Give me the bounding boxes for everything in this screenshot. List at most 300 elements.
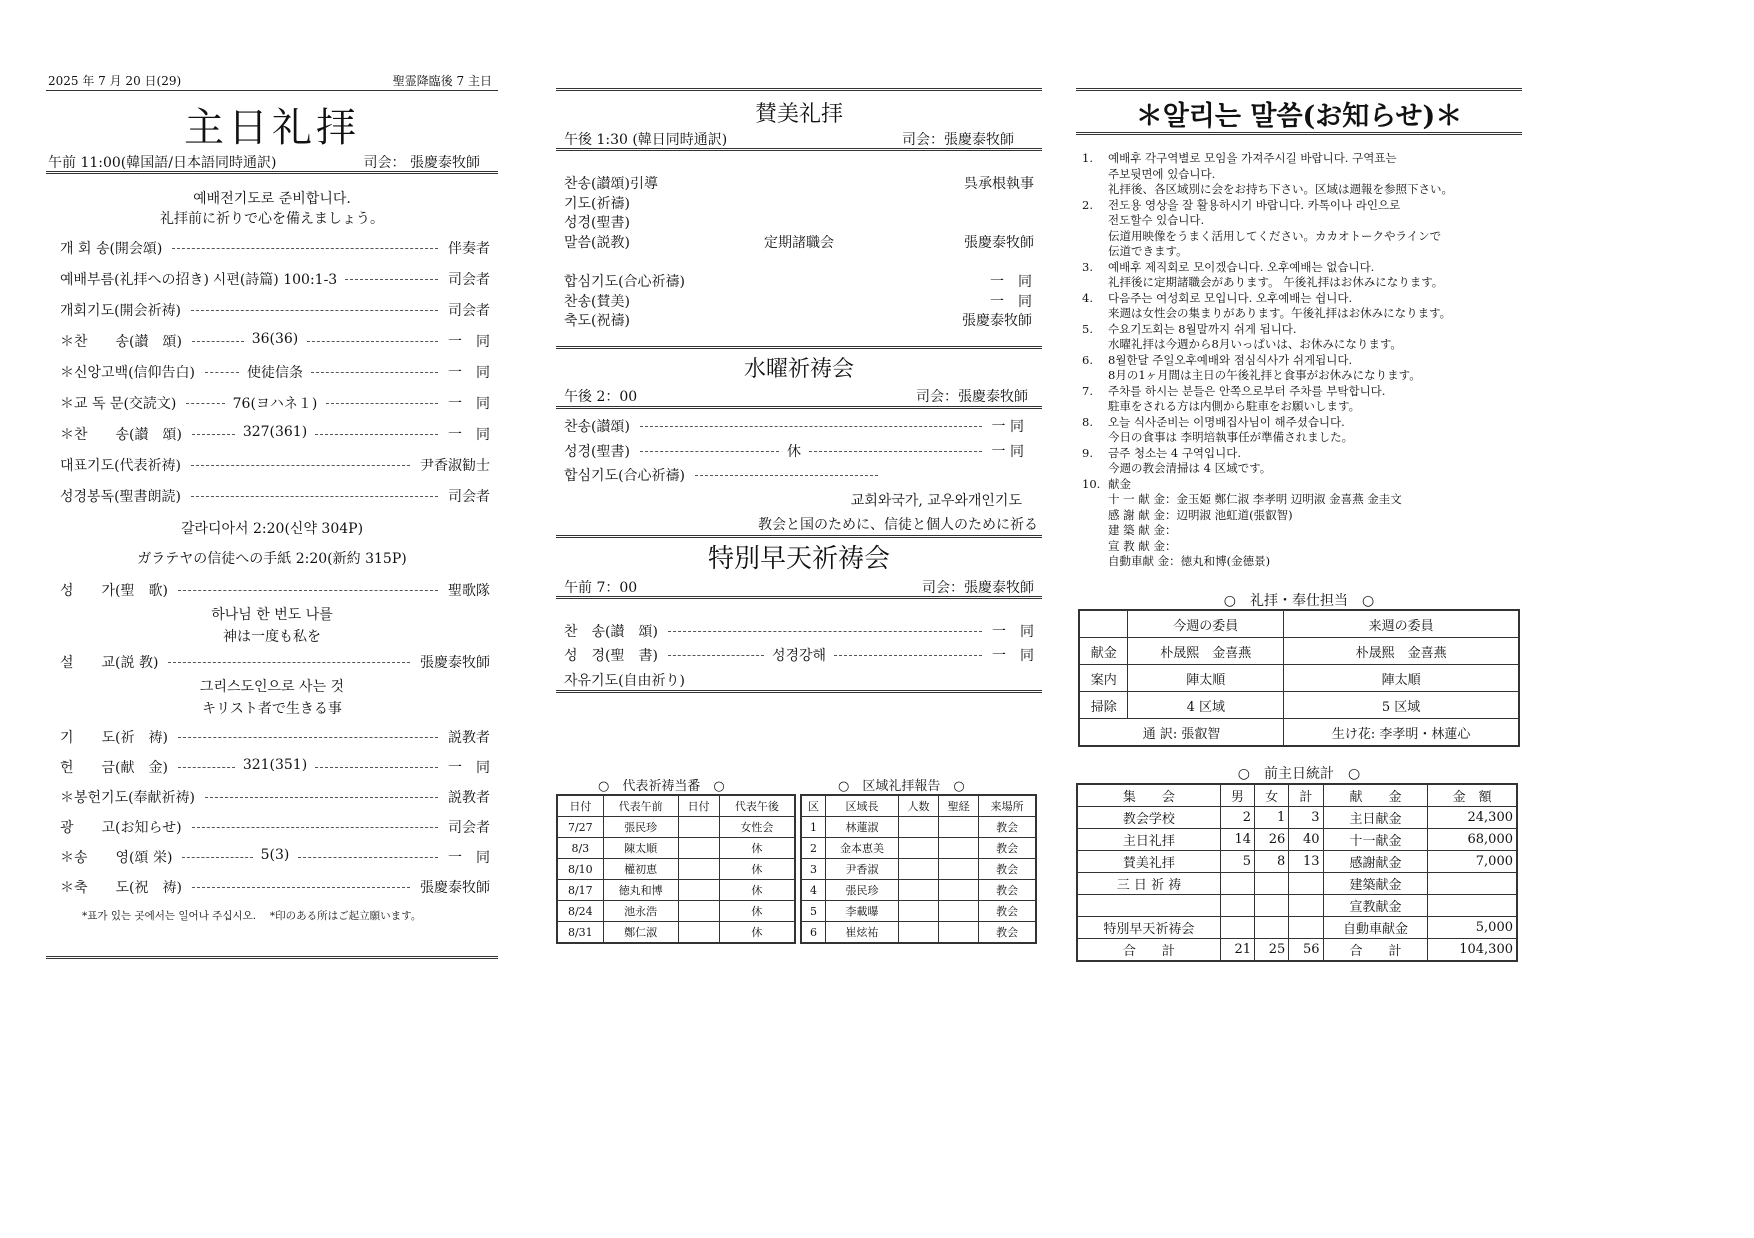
announcement-line [1082,477,1453,493]
announcement-line: 感 謝 献 金：辺明淑 池虹道(張叡智) [1108,507,1293,522]
order-item-detail: 休 [787,441,801,461]
order-row [60,424,490,444]
table-row [1077,829,1517,851]
scripture-ja: ガラテヤの信徒への手紙 2:20(新約 315P) [137,551,407,567]
order-row [564,441,1024,461]
announcement-line: 駐車をされる方は内側から駐車をお願いします。 [1108,399,1361,413]
area-report-table [800,794,1037,944]
table-cell: 1 [1255,807,1289,829]
order-item-person: 伴奏者 [448,241,490,257]
praise-presider: 司会：張慶泰牧師 [902,132,1014,148]
announcement-line: 建 築 献 金： [1108,523,1177,537]
table-cell: 合 計 [1323,939,1428,962]
table-cell: 掃除 [1079,692,1128,719]
table-cell: 教会 [979,880,1036,901]
order-row [564,173,1034,193]
order-item-person: 司会者 [448,489,490,505]
table-row [1077,873,1517,895]
table-cell: 3 [801,859,826,880]
order-item-label: 기도(祈禱) [564,195,630,212]
table-cell: 献金 [1079,638,1128,665]
table-row [801,922,1036,944]
order-item-label: ＊송 영(頌 栄) [60,850,173,866]
order-item-label: 찬송(賛美) [564,293,630,310]
bulletin-date: 2025 年 7 月 20 日(29) [48,74,182,88]
leader-line [315,434,438,435]
order-row [60,817,490,837]
order-item-person: 張慶泰牧師 [420,655,490,671]
announcement-line: 8月の1ヶ月間は主日の午後礼拝と食事がお休みになります。 [1108,368,1421,382]
table-cell: 朴晟熙 金喜燕 [1284,638,1519,665]
praise-time: 午後 1:30 (韓日同時通訳) [564,132,728,148]
column-header: 来場所 [979,795,1036,817]
leader-line [178,590,438,591]
announcement-line: 伝道できます。 [1108,244,1188,258]
order-item-label: 대표기도(代表祈祷) [60,458,182,474]
table-row [1079,638,1519,665]
table-cell: 4 区域 [1128,692,1284,719]
order-item-detail: 321(351) [242,757,308,773]
order-item-label: 성경봉독(聖書朗読) [60,489,182,505]
column-header: 集 会 [1077,784,1220,807]
order-item-label: 합심기도(合心祈禱) [564,274,686,290]
announcement-item [1082,260,1453,291]
announcement-item [1082,151,1453,198]
order-row [60,652,490,672]
announcement-item [1082,384,1453,415]
column-header: 日付 [678,795,719,817]
leader-line [298,857,439,858]
announcement-text: 주차를 하시는 분들은 안쪽으로부터 주차를 부탁합니다. [1108,383,1386,398]
table-cell [898,859,938,880]
divider [556,596,1042,599]
table-cell: 崔炫祐 [826,922,899,944]
order-item-label: 축도(祝禱) [564,313,630,329]
table-cell: 教会 [979,817,1036,838]
order-row [60,847,490,867]
table-row [1077,851,1517,873]
announcement-line: 伝道用映像をうまく活用してください。カカオトークやラインで [1108,228,1442,243]
leader-line [172,248,438,249]
announcement-text: 오늘 식사준비는 이명배집사님이 해주셨습니다. [1108,414,1345,429]
leader-line [307,341,439,342]
order-item-person: 尹香淑勧士 [420,458,490,474]
table-cell: 張民珍 [826,880,899,901]
column-header: 聖経 [939,795,979,817]
table-cell [678,901,719,922]
order-row [60,787,490,807]
table-row [557,817,795,838]
table-cell [1428,895,1517,917]
dawn-title: 特別早天祈祷会 [707,544,890,574]
order-row [564,310,1032,330]
announcement-line [1082,291,1453,307]
order-item-person: 一 同 [991,443,1024,460]
announcement-line: 今日の食事は 李明培執事任が準備されました。 [1108,430,1354,444]
table-cell: 女性会 [719,817,795,838]
announcement-item [1082,322,1453,353]
table-cell: 6 [801,922,826,944]
order-item-label: ＊찬 송(讃 頌) [60,334,182,350]
leader-line [695,475,878,476]
announcement-text: 예배후 제직회로 모이겠습니다. 오후예배는 없습니다. [1108,259,1375,274]
order-row [564,271,1032,291]
table-cell: 建築献金 [1323,873,1428,895]
table-cell: 特別早天祈祷会 [1077,917,1220,939]
sermon-title-ko: 그리스도인으로 사는 것 [199,679,345,695]
table-cell: 張民珍 [603,817,678,838]
order-item-person: 呉承根執事 [964,176,1034,192]
table-cell: 尹香淑 [826,859,899,880]
table-cell [1220,895,1254,917]
table-cell: 陣太順 [1128,665,1284,692]
divider [556,88,1042,91]
table-row [557,859,795,880]
announcement-line [1082,353,1453,369]
leader-line [192,434,235,435]
order-row [564,232,1034,252]
announcement-number: 8. [1082,414,1093,429]
leader-line [668,655,764,656]
order-item-label: 기 도(祈 祷) [60,730,168,746]
table-cell [898,880,938,901]
order-item-label: 예배부름(礼拝への招き) [60,272,210,288]
announcement-line: 전도할수 있습니다. [1108,213,1205,227]
column-header [1079,610,1128,638]
order-item-person: 張慶泰牧師 [962,313,1032,329]
leader-line [186,403,225,404]
leader-line [168,662,410,663]
order-row [60,727,490,747]
table-row [1079,692,1519,719]
order-row [60,580,490,600]
table-cell: 金本恵美 [826,838,899,859]
order-row [564,645,1034,665]
order-item-person: 説教者 [448,790,490,806]
announcement-line [1082,446,1453,462]
table-cell [939,880,979,901]
table-cell: 40 [1289,829,1323,851]
order-row [60,757,490,777]
table-cell: 案内 [1079,665,1128,692]
table-cell: 5,000 [1428,917,1517,939]
announcement-line [1082,260,1453,276]
table-cell: 104,300 [1428,939,1517,962]
wed-prayer-ko: 교회와국가, 교우와개인기도 [850,493,1022,509]
order-row [60,331,490,351]
divider [46,171,498,174]
order-item-person: 司会者 [448,820,490,836]
leader-line [640,426,982,427]
table-cell: 休 [719,901,795,922]
divider [1076,132,1522,135]
table-cell [1077,895,1220,917]
announcement-line: 水曜礼拝は今週から8月いっぱいは、お休みになります。 [1108,337,1402,351]
table-cell: 主日献金 [1323,807,1428,829]
order-item-person: 一 同 [448,850,490,866]
divider [1076,88,1522,91]
rota-title: ○ 代表祈祷当番 ○ [598,779,725,794]
table-cell: 教会 [979,859,1036,880]
leader-line [315,767,438,768]
divider [46,956,498,959]
table-cell: 5 区域 [1284,692,1519,719]
prep-note-ko: 예배전기도로 준비합니다. [193,191,351,207]
table-cell [678,859,719,880]
table-cell: 李載曝 [826,901,899,922]
order-item-person: 一 同 [991,419,1024,435]
leader-line [182,857,253,858]
table-cell: 21 [1220,939,1254,962]
leader-line [178,737,438,738]
order-row [564,670,1034,690]
order-item-detail: 定期諸職会 [764,232,834,252]
table-cell: 自動車献金 [1323,917,1428,939]
table-row [1077,939,1517,962]
dawn-presider: 司会：張慶泰牧師 [922,580,1034,596]
order-item-label: ＊봉헌기도(奉献祈祷) [60,790,196,806]
column-header: 献 金 [1323,784,1428,807]
table-cell: 26 [1255,829,1289,851]
announcement-line: 十 一 献 金：金玉姫 鄭仁淑 李孝明 辺明淑 金喜燕 金圭文 [1108,492,1402,506]
leader-line [205,372,239,373]
leader-line [192,887,410,888]
announcement-line: 宣 教 献 金： [1108,538,1177,553]
order-item-person: 一 同 [990,274,1032,290]
table-cell [1428,873,1517,895]
announcement-line: 今週の教会清掃は 4 区域です。 [1108,461,1272,475]
table-row [1077,807,1517,829]
table-cell [1220,873,1254,895]
table-row [557,901,795,922]
area-title: ○ 区域礼拝報告 ○ [838,779,965,794]
order-item-person: 一 同 [990,293,1032,310]
order-item-detail: 시편(詩篇) 100:1-3 [213,269,337,289]
table-cell: 14 [1220,829,1254,851]
order-row [60,269,490,289]
order-item-person: 司会者 [448,303,490,319]
column-header: 金 額 [1428,784,1517,807]
announcement-text: 전도용 영상을 잘 활용하시기 바랍니다. 카톡이나 라인으로 [1108,197,1401,212]
table-cell [1255,873,1289,895]
order-item-person: 一 同 [992,648,1034,664]
leader-line [668,631,982,632]
table-cell: 3 [1289,807,1323,829]
table-cell: 林蓮淑 [826,817,899,838]
table-cell: 休 [719,859,795,880]
stats-title: ○ 前主日統計 ○ [1237,766,1361,782]
announcement-text: 예배후 각구역별로 모임을 가져주시길 바랍니다. 구역표는 [1108,151,1397,165]
table-cell: 教会 [979,922,1036,944]
table-cell: 休 [719,922,795,944]
order-item-person: 張慶泰牧師 [964,234,1034,251]
table-cell: 8/10 [557,859,603,880]
announcement-line: 来週は女性会の集まりがあります。午後礼拝はお休みになります。 [1108,306,1452,320]
order-item-detail: 327(361) [242,424,308,440]
column-header: 男 [1220,784,1254,807]
announcement-number: 7. [1082,383,1093,398]
announcement-line [1082,322,1453,338]
table-cell [898,901,938,922]
order-item-detail: 5(3) [260,847,290,863]
announcement-item [1082,353,1453,384]
interpreter: 通 訳: 張叡智 [1079,719,1284,747]
order-item-person: 説教者 [448,730,490,746]
announcement-item [1082,477,1453,570]
table-row [1077,917,1517,939]
order-item-label: 설 교(説 教) [60,655,159,671]
announcement-line [1082,198,1453,214]
dawn-time: 午前 7：00 [564,580,638,596]
table-cell: 十一献金 [1323,829,1428,851]
table-cell: 25 [1255,939,1289,962]
order-item-label: ＊축 도(祝 祷) [60,880,182,896]
table-cell: 主日礼拝 [1077,829,1220,851]
table-cell: 教会 [979,838,1036,859]
table-cell: 8/31 [557,922,603,944]
column-header: 今週の委員 [1128,610,1284,638]
order-row [60,238,490,258]
table-cell [678,838,719,859]
announcement-text: 수요기도회는 8월말까지 쉬게 됩니다. [1108,321,1297,336]
order-item-label: ＊찬 송(讃 頌) [60,427,182,443]
duty-title: ○ 礼拝・奉仕担当 ○ [1223,593,1375,609]
column-header: 日付 [557,795,603,817]
table-cell: 4 [801,880,826,901]
announcement-line [1082,151,1453,167]
table-cell: 24,300 [1428,807,1517,829]
announcement-number: 1. [1082,151,1093,165]
order-item-person: 張慶泰牧師 [420,880,490,896]
order-item-label: 개회기도(開会祈祷) [60,303,182,319]
table-cell: 7,000 [1428,851,1517,873]
table-cell: 徳丸和博 [603,880,678,901]
leader-line [191,310,438,311]
table-cell: 8/17 [557,880,603,901]
table-cell: 8/24 [557,901,603,922]
announcement-number: 3. [1082,259,1093,274]
table-cell: 鄭仁淑 [603,922,678,944]
table-cell: 休 [719,838,795,859]
announcement-number: 9. [1082,445,1093,460]
table-cell [678,922,719,944]
table-cell: 權初恵 [603,859,678,880]
table-cell [939,922,979,944]
table-cell: 56 [1289,939,1323,962]
order-item-label: 개 회 송(開会頌) [60,241,163,257]
table-cell [1255,895,1289,917]
column-header: 区域長 [826,795,899,817]
table-cell: 7/27 [557,817,603,838]
table-cell: 5 [801,901,826,922]
anthem-title-ja: 神は一度も私を [223,629,321,645]
table-cell: 1 [801,817,826,838]
announcement-text: 献金 [1108,476,1131,491]
presider: 司会： 張慶泰牧師 [363,155,480,171]
announcements-title: ＊알리는 말씀(お知らせ)＊ [1135,101,1463,132]
column-header: 女 [1255,784,1289,807]
order-item-label: 성경(聖書) [564,443,630,460]
table-row [801,901,1036,922]
table-row [1079,665,1519,692]
leader-line [192,827,438,828]
order-row [564,212,1034,232]
column-header: 人数 [898,795,938,817]
order-row [60,300,490,320]
order-item-label: ＊신앙고백(信仰告白) [60,365,196,381]
table-cell: 宣教献金 [1323,895,1428,917]
divider [46,90,498,91]
leader-line [311,372,438,373]
divider [556,690,1042,693]
table-cell [1289,873,1323,895]
praise-title: 賛美礼拝 [754,102,843,127]
announcement-item [1082,415,1453,446]
table-row [1077,895,1517,917]
column-header: 代表午後 [719,795,795,817]
order-item-person: 聖歌隊 [448,583,490,599]
anthem-title-ko: 하나님 한 번도 나를 [211,607,333,623]
flower-arrangement: 生け花: 李孝明・林蓮心 [1284,719,1519,747]
order-item-person: 一 同 [448,760,490,776]
leader-line [326,403,439,404]
leader-line [345,279,438,280]
order-item-label: ＊교 독 문(交読文) [60,396,177,412]
prep-note-ja: 礼拝前に祈りで心を備えましょう。 [160,211,384,227]
table-cell: 5 [1220,851,1254,873]
order-item-person: 司会者 [448,272,490,288]
table-cell [939,838,979,859]
order-item-label: 성 가(聖 歌) [60,583,168,599]
table-cell [1220,917,1254,939]
table-cell: 賛美礼拝 [1077,851,1220,873]
table-row [557,922,795,944]
leader-line [834,655,982,656]
table-row [557,880,795,901]
order-row [564,193,1034,213]
table-row [801,817,1036,838]
order-item-detail: 성경강해 [772,645,826,665]
order-row [60,393,490,413]
table-row [801,880,1036,901]
announcement-number: 2. [1082,197,1093,212]
divider [556,148,1042,151]
order-item-detail: 76(ヨハネ１) [233,393,318,413]
service-time: 午前 11:00(韓国語/日本語同時通訳) [48,155,277,171]
order-item-detail: 36(36) [251,331,299,347]
order-item-label: 합심기도(合心祈禱) [564,468,686,484]
order-item-person: 一 同 [448,334,490,350]
order-row [564,291,1032,311]
table-cell: 感謝献金 [1323,851,1428,873]
column-header: 代表午前 [603,795,678,817]
scripture-ko: 갈라디아서 2:20(신약 304P) [180,521,364,537]
announcement-number: 4. [1082,290,1093,305]
table-cell [939,817,979,838]
order-row [60,877,490,897]
order-row [60,455,490,475]
announcement-line: 礼拝後に定期諸職会があります。 午後礼拝はお休みになります。 [1108,275,1444,289]
leader-line [192,341,244,342]
order-item-label: 찬 송(讃 頌) [564,624,658,640]
order-row [60,362,490,382]
wed-title: 水曜祈祷会 [743,357,854,382]
announcement-list [1082,151,1453,570]
divider [556,406,1042,409]
table-cell [678,817,719,838]
order-item-label: 성경(聖書) [564,215,630,231]
table-cell [1255,917,1289,939]
